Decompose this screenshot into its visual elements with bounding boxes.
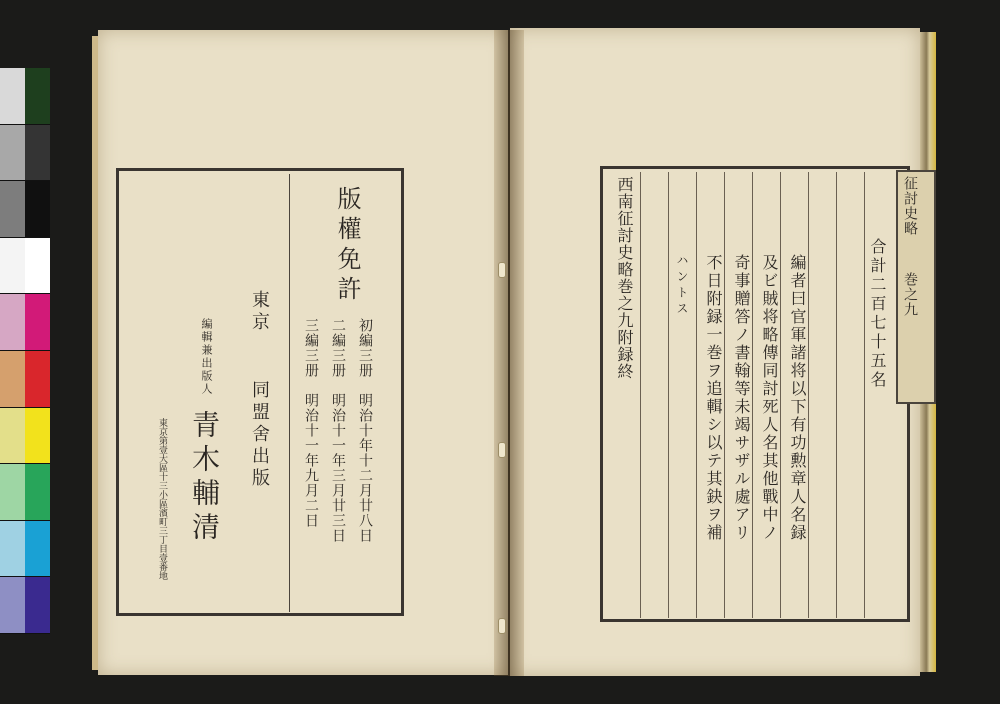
color-swatch xyxy=(25,577,50,634)
note-line-2: 及ビ賊将略傳同討死人名其他戰中ノ xyxy=(760,254,779,542)
column-rule xyxy=(640,172,641,618)
color-swatch xyxy=(0,238,25,295)
color-swatch xyxy=(0,181,25,238)
color-swatch xyxy=(25,238,50,295)
column-rule xyxy=(836,172,837,618)
column-rule xyxy=(668,172,669,618)
editor-name: 青木輔清 xyxy=(188,410,221,546)
edition-line-2: 二編三册 明治十一年三月廿三日 xyxy=(330,318,346,543)
color-swatch xyxy=(25,464,50,521)
color-swatch xyxy=(25,351,50,408)
note-line-1: 編者曰官軍諸将以下有功勲章人名録 xyxy=(788,254,807,542)
binding-stitch xyxy=(498,442,506,458)
color-swatch xyxy=(25,125,50,182)
publisher-address: 東京第壹大區十三小區濱町三丁目壹番地 xyxy=(157,418,167,580)
color-swatch xyxy=(0,351,25,408)
color-checker-strip xyxy=(0,68,50,634)
note-line-3: 奇事贈答ノ書翰等未竭サザル處アリ xyxy=(732,254,751,542)
column-rule xyxy=(696,172,697,618)
edition-line-1: 初編三册 明治十年十二月廿八日 xyxy=(357,318,373,543)
book-title: 征討史略 xyxy=(902,176,918,236)
column-rule xyxy=(864,172,865,618)
book-spine xyxy=(494,30,524,676)
color-swatch xyxy=(0,521,25,578)
color-swatch xyxy=(0,577,25,634)
publisher-place: 東京 xyxy=(249,290,270,334)
binding-stitch xyxy=(498,618,506,634)
note-line-5: ハントス xyxy=(675,254,689,318)
color-swatch xyxy=(0,68,25,125)
note-line-4: 不日附録一巻ヲ追輯シ以テ其鈌ヲ補 xyxy=(704,254,723,542)
volume-end-mark: 西南征討史略巻之九附録終 xyxy=(615,176,634,380)
copyright-title: 版權免許 xyxy=(333,186,361,306)
binding-stitch xyxy=(498,262,506,278)
color-swatch xyxy=(0,408,25,465)
editor-publisher-role: 編輯兼出版人 xyxy=(200,318,213,396)
publisher-name: 同盟舍出版 xyxy=(249,380,270,490)
color-swatch xyxy=(25,521,50,578)
color-swatch xyxy=(25,294,50,351)
color-swatch xyxy=(0,294,25,351)
volume-label: 巻之九 xyxy=(902,272,918,317)
color-swatch xyxy=(0,125,25,182)
color-swatch xyxy=(0,464,25,521)
colophon-divider xyxy=(289,174,290,612)
edition-line-3: 三編三册 明治十一年九月二日 xyxy=(303,318,319,528)
color-swatch xyxy=(25,408,50,465)
total-count: 合計二百七十五名 xyxy=(868,238,887,390)
color-swatch xyxy=(25,181,50,238)
color-swatch xyxy=(25,68,50,125)
